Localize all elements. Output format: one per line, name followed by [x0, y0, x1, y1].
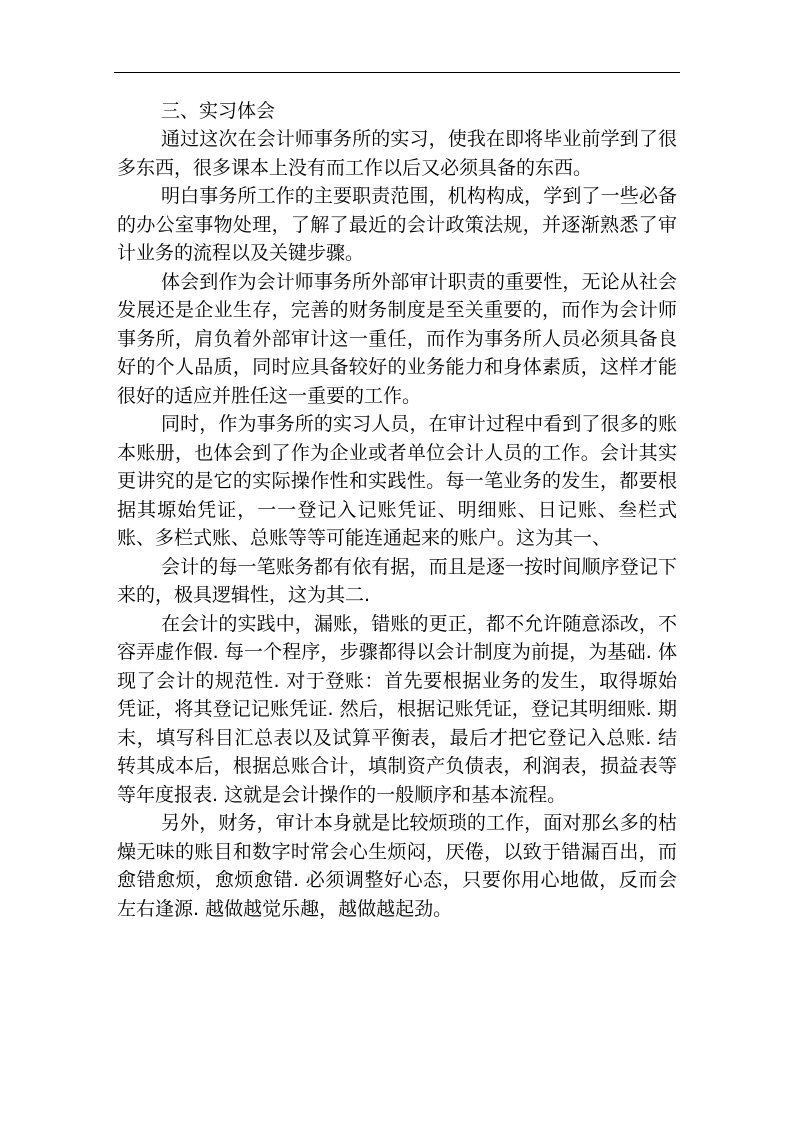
paragraph: 同时，作为事务所的实习人员，在审计过程中看到了很多的账本账册，也体会到了作为企业或者单位会计人员的工作。会计其实更讲究的是它的实际操作性和实践性。每一笔业务的发生，都要根据其塬始凭证，一一登记入记账凭证、明细账、日记账、叁栏式账、多栏式账、总账等等可能连通起来的账户。这为其一、	[117, 413, 677, 549]
document-body	[117, 97, 677, 923]
paragraph: 在会计的实践中，漏账，错账的更正，都不允许随意添改，不容弄虚作假. 每一个程序，步骤都得以会计制度为前提，为基础. 体现了会计的规范性. 对于登账：首先要根据业务的发生，取得塬始凭证，将其登记记账凭证. 然后，根据记账凭证，登记其明细账. 期末，填写科目汇总表以及试算平衡表，最后才把它登记入总账. 结转其成本后，根据总账合计，填制资产负债表，利润表，损益表等等年度报表. 这就是会计操作的一般顺序和基本流程。	[117, 612, 677, 806]
paragraph: 体会到作为会计师事务所外部审计职责的重要性，无论从社会发展还是企业生存，完善的财务制度是至关重要的，而作为会计师事务所，肩负着外部审计这一重任，而作为事务所人员必须具备良好的个人品质，同时应具备较好的业务能力和身体素质，这样才能很好的适应并胜任这一重要的工作。	[117, 270, 677, 407]
section-title: 三、实习体会	[161, 100, 276, 122]
paragraph: 通过这次在会计师事务所的实习，使我在即将毕业前学到了很多东西，很多课本上没有而工作以后又必须具备的东西。	[117, 128, 677, 179]
paragraph: 另外，财务，审计本身就是比较烦琐的工作，面对那幺多的枯燥无味的账目和数字时常会心生烦闷，厌倦，以致于错漏百出，而愈错愈烦，愈烦愈错. 必须调整好心态，只要你用心地做，反而会左右逢源. 越做越觉乐趣，越做越起劲。	[117, 812, 677, 920]
paragraph: 会计的每一笔账务都有依有据，而且是逐一按时间顺序登记下来的，极具逻辑性，这为其二.	[117, 555, 677, 606]
header-rule	[114, 72, 680, 73]
paragraph: 明白事务所工作的主要职责范围，机构构成，学到了一些必备的办公室事物处理，了解了最近的会计政策法规，并逐渐熟悉了审计业务的流程以及关键步骤。	[117, 185, 677, 264]
